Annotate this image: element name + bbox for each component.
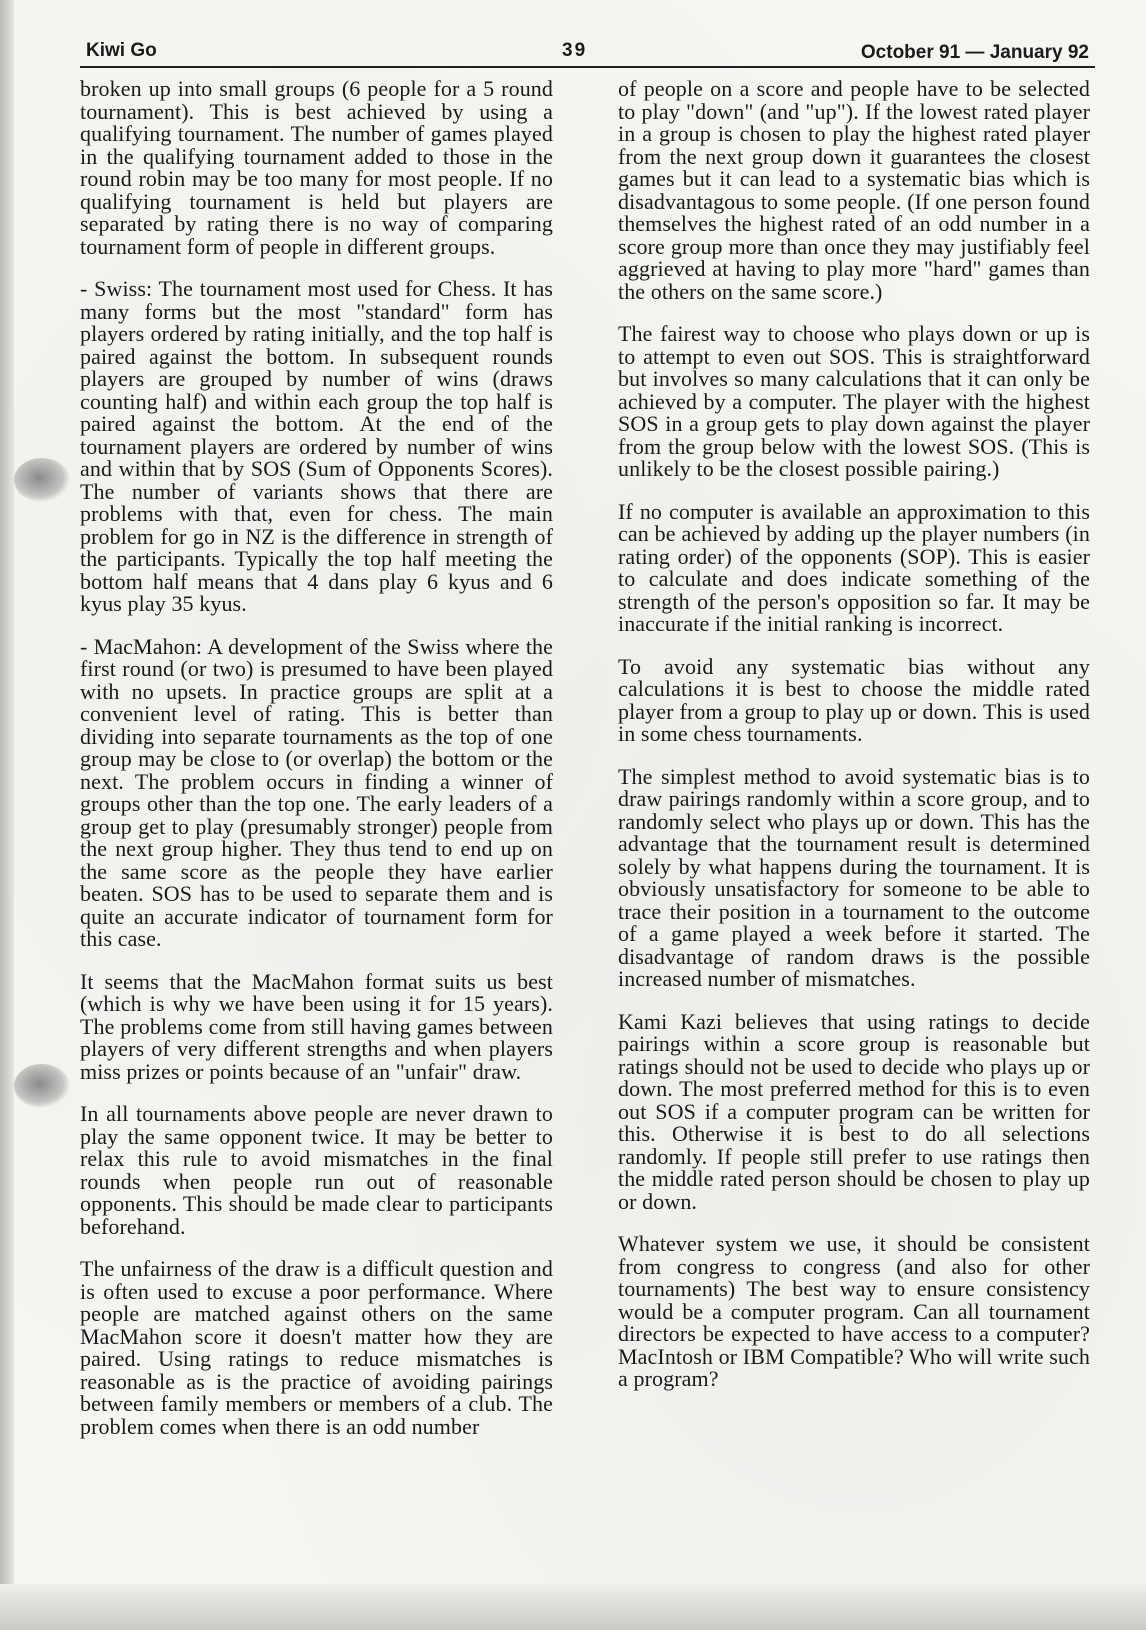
- paragraph: To avoid any systematic bias without any calculations it is best to choose the middle rated player from a group to play up or down. This is used in some chess tournaments.: [618, 653, 1090, 746]
- paragraph: It seems that the MacMahon format suits us best (which is why we have been using it for 15 years). The problems come from still having games between players of very different strengths and when players miss prizes or points because of an "unfair" draw.: [80, 968, 553, 1084]
- binding-hole-bottom: [14, 1064, 70, 1108]
- paragraph: The unfairness of the draw is a difficult question and is often used to excuse a poor performance. Where people are matched against others on the same MacMahon score it doesn't matter how they are paired. Using ratings to reduce mismatches is reasonable as is the practice of avoiding pairings between family members or members of a club. The problem comes when there is an odd number: [80, 1256, 553, 1439]
- paragraph: of people on a score and people have to be selected to play "down" (and "up"). If the lowest rated player in a group is chosen to play the highest rated player from the next group down it guarantees the closest games but it can lead to a systematic bias which is disadvantagous to some people. (If one person found themselves the highest rated of an odd number in a score group more than once they may justifiably feel aggrieved at having to play more "hard" games than the others on the same score.): [618, 76, 1090, 304]
- page-left-edge-shadow: [0, 0, 14, 1630]
- paragraph: Kami Kazi believes that using ratings to decide pairings within a score group is reasonable but ratings should not be used to decide who plays up or down. The most preferred method for this is to even out SOS if a computer program can be written for this. Otherwise it is best to do all selections randomly. If people still prefer to use ratings then the middle rated person should be chosen to play up or down.: [618, 1008, 1090, 1214]
- right-column: [618, 78, 1090, 1411]
- paragraph: Whatever system we use, it should be consistent from congress to congress (and also for other tournaments) The best way to ensure consistency would be a computer program. Can all tournament directors be expected to have access to a computer? MacIntosh or IBM Compatible? Who will write such a program?: [618, 1231, 1090, 1391]
- issue-date: October 91 — January 92: [860, 42, 1089, 63]
- header-rule: [80, 66, 1095, 68]
- paragraph: If no computer is available an approximation to this can be achieved by adding up the player numbers (in rating order) of the opponents (SOP). This is easier to calculate and does indicate something of the strength of the person's opposition so far. It may be inaccurate if the initial ranking is incorrect.: [618, 498, 1090, 636]
- paragraph: In all tournaments above people are never drawn to play the same opponent twice. It may be better to relax this rule to avoid mismatches in the final rounds when people run out of reasonable opponents. This should be made clear to participants beforehand.: [80, 1101, 553, 1239]
- paragraph: - MacMahon: A development of the Swiss where the first round (or two) is presumed to have been played with no upsets. In practice groups are split at a convenient level of rating. This is better than dividing into separate tournaments as the top of one group may be close to (or overlap) the bottom or the next. The problem occurs in finding a winner of groups other than the top one. The early leaders of a group get to play (presumably stronger) people from the next group higher. They thus tend to end up on the same score as the people they have earlier beaten. SOS has to be used to separate them and is quite an accurate indicator of tournament form for this case.: [80, 633, 553, 951]
- left-column: [80, 78, 553, 1458]
- running-header: [80, 36, 1095, 66]
- paragraph: - Swiss: The tournament most used for Chess. It has many forms but the most "standard" form has players ordered by rating initially, and the top half is paired against the bottom. In subsequent rounds players are grouped by number of wins (draws counting half) and within each group the top half is paired against the bottom. At the end of the tournament players are ordered by number of wins and within that by SOS (Sum of Opponents Scores). The number of variants shows that there are problems with that, even for chess. The main problem for go in NZ is the difference in strength of the participants. Typically the top half meeting the bottom half means that 4 dans play 6 kyus and 6 kyus play 35 kyus.: [80, 276, 553, 616]
- paragraph: The simplest method to avoid systematic bias is to draw pairings randomly within a score group, and to randomly select who plays up or down. This has the advantage that the tournament result is determined solely by what happens during the tournament. It is obviously unsatisfactory for someone to be able to trace their position in a tournament to the outcome of a game played a week before it started. The disadvantage of random draws is the possible increased number of mismatches.: [618, 763, 1090, 991]
- page-number: 39: [562, 40, 588, 61]
- paragraph: The fairest way to choose who plays down or up is to attempt to even out SOS. This is straightforward but involves so many calculations that it can only be achieved by a computer. The player with the highest SOS in a group gets to play down against the player from the group below with the lowest SOS. (This is unlikely to be the closest possible pairing.): [618, 321, 1090, 481]
- binding-hole-top: [14, 458, 70, 502]
- page-bottom-edge-shadow: [0, 1584, 1146, 1630]
- paragraph: broken up into small groups (6 people for a 5 round tournament). This is best achieved by using a qualifying tournament. The number of games played in the qualifying tournament added to those in the round robin may be too many for most people. If no qualifying tournament is held but players are separated by rating there is no way of comparing tournament form of people in different groups.: [80, 76, 553, 259]
- publication-name: Kiwi Go: [86, 40, 157, 61]
